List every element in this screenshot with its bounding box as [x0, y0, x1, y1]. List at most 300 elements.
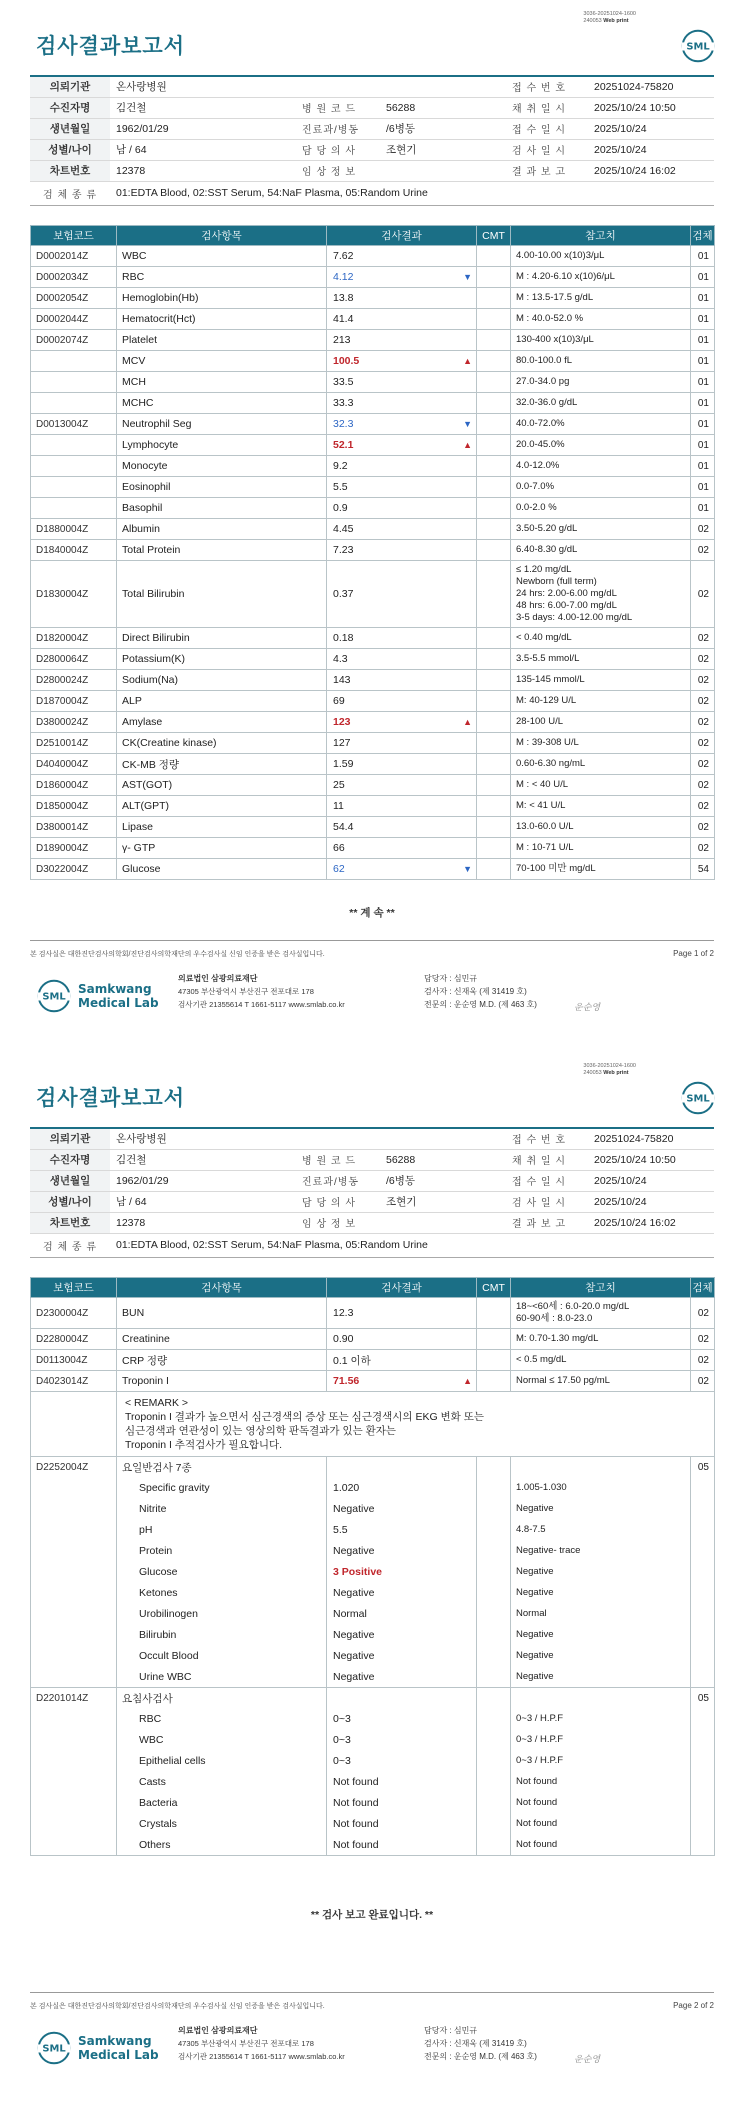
col-header-cmt: CMT: [477, 1278, 511, 1298]
test-specimen: 02: [691, 649, 715, 670]
result-value: 52.1: [333, 439, 354, 451]
table-row: [31, 372, 715, 393]
tested-label: 검 사 일 시: [506, 1191, 588, 1212]
clinical-value: [380, 160, 506, 181]
dob-label: 생년월일: [30, 1170, 110, 1191]
test-ref: 1.005-1.030: [511, 1478, 691, 1499]
test-specimen: 02: [691, 1371, 715, 1392]
test-ref: Normal ≤ 17.50 pg/mL: [511, 1371, 691, 1392]
test-cmt: [477, 1562, 511, 1583]
result-value: 4.45: [333, 523, 354, 535]
test-specimen: 01: [691, 477, 715, 498]
test-specimen: 02: [691, 775, 715, 796]
test-ref: Not found: [511, 1772, 691, 1793]
table-row: [31, 859, 715, 880]
reported-label: 결 과 보 고: [506, 1212, 588, 1233]
requester-label: 의뢰기관: [30, 1128, 110, 1149]
patient-label: 수진자명: [30, 1149, 110, 1170]
test-cmt: [477, 1499, 511, 1520]
test-result: [327, 1350, 477, 1371]
table-row: [31, 414, 715, 435]
test-cmt: [477, 456, 511, 477]
test-result: [327, 498, 477, 519]
table-row: [31, 775, 715, 796]
patient-info-table: [30, 1127, 714, 1258]
test-code: D0002014Z: [31, 246, 117, 267]
result-value: 0~3: [333, 1734, 351, 1746]
footer-cert-note: 본 검사실은 대한진단검사의학회/진단검사의학재단의 우수검사실 신임 인증을 받은 검사실입니다.: [30, 951, 325, 958]
result-value: 7.23: [333, 544, 354, 556]
test-result: [327, 351, 477, 372]
requester-value: 온사랑병원: [110, 76, 506, 97]
test-item: γ- GTP: [117, 838, 327, 859]
table-row: [31, 456, 715, 477]
table-row: [31, 561, 715, 628]
footer-staff: 담당자 : 심민규 검사자 : 신재욱 (제 31419 호) 전문의 : 운순영 M.D. (제 463 호): [424, 974, 537, 1009]
result-value: 33.5: [333, 376, 354, 388]
test-specimen: 01: [691, 435, 715, 456]
footer-staff: 담당자 : 심민규 검사자 : 신재욱 (제 31419 호) 전문의 : 운순영 M.D. (제 463 호): [424, 2026, 537, 2061]
test-result: [327, 330, 477, 351]
test-code: D0002034Z: [31, 267, 117, 288]
test-item: Glucose: [117, 1562, 327, 1583]
test-cmt: [477, 859, 511, 880]
result-value: 213: [333, 334, 351, 346]
sml-footer-logo-icon: [36, 978, 72, 1014]
result-value: 7.62: [333, 250, 354, 262]
test-specimen: 01: [691, 246, 715, 267]
result-value: 5.5: [333, 481, 348, 493]
test-code: D2510014Z: [31, 733, 117, 754]
test-item: Hemoglobin(Hb): [117, 288, 327, 309]
doctor-value: 조현기: [380, 1191, 506, 1212]
table-row: [31, 351, 715, 372]
test-result: [327, 540, 477, 561]
col-header-code: 보험코드: [31, 1278, 117, 1298]
test-result: [327, 477, 477, 498]
table-row: [31, 1329, 715, 1350]
test-result: [327, 754, 477, 775]
test-code: [31, 1604, 117, 1625]
test-specimen: 02: [691, 1350, 715, 1371]
test-result: [327, 859, 477, 880]
test-ref: [511, 1298, 691, 1329]
test-result: [327, 1772, 477, 1793]
test-ref: Negative- trace: [511, 1541, 691, 1562]
test-item: MCHC: [117, 393, 327, 414]
test-ref: 130-400 x(10)3/μL: [511, 330, 691, 351]
page-number: Page 2 of 2: [673, 2001, 714, 2010]
test-ref: Negative: [511, 1499, 691, 1520]
test-item: WBC: [117, 1730, 327, 1751]
test-specimen: 01: [691, 330, 715, 351]
test-result: [327, 1329, 477, 1350]
test-specimen: [691, 1814, 715, 1835]
test-ref: Negative: [511, 1646, 691, 1667]
remark-line: Troponin I 결과가 높으면서 심근경색의 증상 또는 심근경색시의 EKG 변화 또는: [125, 1411, 485, 1423]
col-header-item: 검사항목: [117, 1278, 327, 1298]
result-value: 0.90: [333, 1333, 354, 1345]
test-code: D1830004Z: [31, 561, 117, 628]
col-header-code: 보험코드: [31, 226, 117, 246]
test-code: D0002074Z: [31, 330, 117, 351]
dob-label: 생년월일: [30, 118, 110, 139]
test-item: BUN: [117, 1298, 327, 1329]
test-cmt: [477, 1298, 511, 1329]
test-cmt: [477, 1625, 511, 1646]
test-specimen: 01: [691, 267, 715, 288]
dept-label: 진료과/병동: [296, 1170, 380, 1191]
test-ref: Negative: [511, 1562, 691, 1583]
test-item: ALP: [117, 691, 327, 712]
test-item: Amylase: [117, 712, 327, 733]
doctor-signature: 운순영: [574, 1002, 601, 1012]
test-item: Crystals: [117, 1814, 327, 1835]
table-row: [31, 1371, 715, 1392]
test-cmt: [477, 691, 511, 712]
result-value: 69: [333, 695, 345, 707]
col-header-result: 검사결과: [327, 1278, 477, 1298]
result-value: Negative: [333, 1671, 375, 1683]
test-specimen: 01: [691, 414, 715, 435]
page-number: Page 1 of 2: [673, 949, 714, 958]
test-code: [31, 1499, 117, 1520]
test-code: D2252004Z: [31, 1457, 117, 1478]
test-code: D3022004Z: [31, 859, 117, 880]
test-cmt: [477, 796, 511, 817]
test-specimen: 01: [691, 498, 715, 519]
table-row: [31, 670, 715, 691]
doctor-value: 조현기: [380, 139, 506, 160]
test-code: [31, 351, 117, 372]
test-specimen: [691, 1520, 715, 1541]
test-item: Neutrophil Seg: [117, 414, 327, 435]
hospital-code-label: 병 원 코 드: [296, 97, 380, 118]
test-item: AST(GOT): [117, 775, 327, 796]
hospital-code-value: 56288: [380, 1149, 506, 1170]
result-value: 123: [333, 716, 351, 728]
result-value: Negative: [333, 1503, 375, 1515]
result-value: Negative: [333, 1587, 375, 1599]
test-code: [31, 1625, 117, 1646]
test-item: RBC: [117, 1709, 327, 1730]
test-cmt: [477, 288, 511, 309]
group-header-row: [31, 1457, 715, 1478]
patient-label: 수진자명: [30, 97, 110, 118]
test-item: RBC: [117, 267, 327, 288]
clinical-value: [380, 1212, 506, 1233]
dob-value: 1962/01/29: [110, 118, 296, 139]
table-row: [31, 1520, 715, 1541]
test-ref: 13.0-60.0 U/L: [511, 817, 691, 838]
test-code: D1860004Z: [31, 775, 117, 796]
test-code: D0113004Z: [31, 1350, 117, 1371]
test-code: D1820004Z: [31, 628, 117, 649]
test-ref: Not found: [511, 1814, 691, 1835]
svg-text:SML: SML: [686, 1093, 710, 1105]
test-specimen: [691, 1478, 715, 1499]
test-cmt: [477, 775, 511, 796]
test-ref: Negative: [511, 1667, 691, 1688]
result-value: 9.2: [333, 460, 348, 472]
test-result: [327, 1793, 477, 1814]
page-title: 검사결과보고서: [36, 34, 186, 58]
test-result: [327, 309, 477, 330]
chart-value: 12378: [110, 160, 296, 181]
test-code: [31, 1835, 117, 1856]
low-flag-icon: ▼: [463, 272, 472, 282]
col-header-spec: 검체: [691, 226, 715, 246]
test-code: D0002054Z: [31, 288, 117, 309]
test-specimen: 02: [691, 838, 715, 859]
test-cmt: [477, 1457, 511, 1478]
page-title: 검사결과보고서: [36, 1086, 186, 1110]
table-row: [31, 1709, 715, 1730]
test-item: Total Bilirubin: [117, 561, 327, 628]
test-cmt: [477, 519, 511, 540]
test-result: [327, 393, 477, 414]
test-result: [327, 1583, 477, 1604]
table-row: [31, 628, 715, 649]
test-cmt: [477, 1730, 511, 1751]
test-specimen: 02: [691, 628, 715, 649]
col-header-cmt: CMT: [477, 226, 511, 246]
sex-age-label: 성별/나이: [30, 139, 110, 160]
test-item: Glucose: [117, 859, 327, 880]
footer-corp-info: 의료법인 삼광의료재단 47305 부산광역시 부산진구 전포대로 178 검사기관 21355614 T 1661-5117 www.smlab.co.kr: [178, 2026, 345, 2061]
result-value: Negative: [333, 1545, 375, 1557]
result-value: 12.3: [333, 1307, 354, 1319]
test-specimen: [691, 1793, 715, 1814]
test-specimen: [691, 1604, 715, 1625]
result-value: 11: [333, 800, 344, 812]
ref-line: ≤ 1.20 mg/dL: [516, 564, 572, 575]
test-specimen: 02: [691, 670, 715, 691]
test-code: [31, 1667, 117, 1688]
test-code: D2800064Z: [31, 649, 117, 670]
clinical-label: 임 상 정 보: [296, 160, 380, 181]
specimen-label: 검 체 종 류: [30, 1233, 110, 1257]
test-ref: M : 4.20-6.10 x(10)6/μL: [511, 267, 691, 288]
patient-value: 김건철: [110, 97, 296, 118]
test-cmt: [477, 1646, 511, 1667]
test-result: [327, 775, 477, 796]
test-code: [31, 1751, 117, 1772]
test-specimen: 01: [691, 351, 715, 372]
test-ref: 3.50-5.20 g/dL: [511, 519, 691, 540]
collected-label: 채 취 일 시: [506, 97, 588, 118]
test-code: D2800024Z: [31, 670, 117, 691]
test-ref: M : 10-71 U/L: [511, 838, 691, 859]
test-cmt: [477, 1814, 511, 1835]
result-value: 100.5: [333, 355, 360, 367]
test-code: [31, 1541, 117, 1562]
test-specimen: 02: [691, 1329, 715, 1350]
test-item: Hematocrit(Hct): [117, 309, 327, 330]
footer-divider: [30, 1992, 714, 1993]
test-cmt: [477, 712, 511, 733]
doctor-signature: 운순영: [574, 2054, 601, 2064]
tested-value: 2025/10/24: [588, 139, 714, 160]
test-item: CK(Creatine kinase): [117, 733, 327, 754]
test-code: [31, 456, 117, 477]
test-specimen: 02: [691, 817, 715, 838]
test-result: [327, 435, 477, 456]
test-specimen: [691, 1835, 715, 1856]
test-item: Eosinophil: [117, 477, 327, 498]
test-ref: 0~3 / H.P.F: [511, 1709, 691, 1730]
test-item: WBC: [117, 246, 327, 267]
test-specimen: 01: [691, 309, 715, 330]
test-specimen: [691, 1772, 715, 1793]
test-item: pH: [117, 1520, 327, 1541]
test-result: [327, 1646, 477, 1667]
specimen-label: 검 체 종 류: [30, 181, 110, 205]
result-value: 5.5: [333, 1524, 348, 1536]
test-result: [327, 712, 477, 733]
table-row: [31, 498, 715, 519]
test-code: D1840004Z: [31, 540, 117, 561]
patient-value: 김건철: [110, 1149, 296, 1170]
test-result: [327, 561, 477, 628]
test-code: [31, 1520, 117, 1541]
table-row: [31, 733, 715, 754]
table-row: [31, 838, 715, 859]
test-cmt: [477, 435, 511, 456]
table-row: [31, 1646, 715, 1667]
test-cmt: [477, 670, 511, 691]
table-row: [31, 246, 715, 267]
test-item: Epithelial cells: [117, 1751, 327, 1772]
test-specimen: 05: [691, 1457, 715, 1478]
table-row: [31, 1478, 715, 1499]
test-specimen: [691, 1730, 715, 1751]
remark-row: [31, 1392, 715, 1457]
test-cmt: [477, 817, 511, 838]
test-result: [327, 838, 477, 859]
table-row: [31, 1583, 715, 1604]
test-cmt: [477, 330, 511, 351]
test-ref: Negative: [511, 1583, 691, 1604]
tested-label: 검 사 일 시: [506, 139, 588, 160]
test-cmt: [477, 1709, 511, 1730]
test-code: [31, 1562, 117, 1583]
test-ref: M: < 41 U/L: [511, 796, 691, 817]
receipt-no-value: 20251024-75820: [588, 1128, 714, 1149]
test-cmt: [477, 414, 511, 435]
result-value: 143: [333, 674, 351, 686]
result-value: 0~3: [333, 1713, 351, 1725]
result-value: 13.8: [333, 292, 354, 304]
test-result: [327, 456, 477, 477]
test-specimen: 02: [691, 796, 715, 817]
collected-value: 2025/10/24 10:50: [588, 1149, 714, 1170]
test-ref: M : 13.5-17.5 g/dL: [511, 288, 691, 309]
report-page-2: [0, 1052, 744, 2104]
test-item: Protein: [117, 1541, 327, 1562]
test-ref: 0.0-2.0 %: [511, 498, 691, 519]
test-ref: Normal: [511, 1604, 691, 1625]
test-result: [327, 649, 477, 670]
test-result: [327, 519, 477, 540]
group-header-row: [31, 1688, 715, 1709]
col-header-result: 검사결과: [327, 226, 477, 246]
dob-value: 1962/01/29: [110, 1170, 296, 1191]
test-ref: 28-100 U/L: [511, 712, 691, 733]
high-flag-icon: ▲: [463, 1376, 472, 1386]
print-code: 3036-20251024-1600 240053 Web print: [583, 1063, 636, 1076]
test-item: Specific gravity: [117, 1478, 327, 1499]
test-cmt: [477, 649, 511, 670]
remark-line: < REMARK >: [125, 1397, 189, 1409]
test-cmt: [477, 1751, 511, 1772]
test-cmt: [477, 754, 511, 775]
test-item: Platelet: [117, 330, 327, 351]
test-specimen: [691, 1625, 715, 1646]
col-header-spec: 검체: [691, 1278, 715, 1298]
table-row: [31, 1772, 715, 1793]
test-cmt: [477, 1835, 511, 1856]
test-specimen: 02: [691, 691, 715, 712]
test-cmt: [477, 477, 511, 498]
test-cmt: [477, 267, 511, 288]
test-ref: 40.0-72.0%: [511, 414, 691, 435]
test-result: [327, 1604, 477, 1625]
remark-spacer: [31, 1392, 117, 1457]
test-code: [31, 498, 117, 519]
received-label: 접 수 일 시: [506, 1170, 588, 1191]
result-value: 1.59: [333, 758, 354, 770]
high-flag-icon: ▲: [463, 717, 472, 727]
sml-logo-icon: [680, 28, 716, 64]
result-value: 0.1 이하: [333, 1354, 371, 1367]
test-cmt: [477, 1667, 511, 1688]
doctor-label: 담 당 의 사: [296, 139, 380, 160]
test-cmt: [477, 1350, 511, 1371]
table-row: [31, 1751, 715, 1772]
test-ref: [511, 1688, 691, 1709]
test-result: [327, 267, 477, 288]
table-row: [31, 754, 715, 775]
test-ref: M : 40.0-52.0 %: [511, 309, 691, 330]
test-ref: 27.0-34.0 pg: [511, 372, 691, 393]
test-result: [327, 1814, 477, 1835]
test-item: ALT(GPT): [117, 796, 327, 817]
test-result: [327, 246, 477, 267]
result-value: 0~3: [333, 1755, 351, 1767]
test-ref: M: 40-129 U/L: [511, 691, 691, 712]
test-specimen: 02: [691, 561, 715, 628]
test-item: CRP 정량: [117, 1350, 327, 1371]
test-result: [327, 1499, 477, 1520]
test-item: Nitrite: [117, 1499, 327, 1520]
test-specimen: [691, 1541, 715, 1562]
test-item: Lipase: [117, 817, 327, 838]
test-cmt: [477, 1604, 511, 1625]
test-cmt: [477, 498, 511, 519]
col-header-item: 검사항목: [117, 226, 327, 246]
table-row: [31, 1562, 715, 1583]
test-ref: 70-100 미만 mg/dL: [511, 859, 691, 880]
test-cmt: [477, 1688, 511, 1709]
test-item: Direct Bilirubin: [117, 628, 327, 649]
test-specimen: 02: [691, 733, 715, 754]
group-title: 요침사검사: [117, 1688, 327, 1709]
test-result: [327, 628, 477, 649]
ref-line: 48 hrs: 6.00-7.00 mg/dL: [516, 600, 617, 611]
low-flag-icon: ▼: [463, 419, 472, 429]
clinical-label: 임 상 정 보: [296, 1212, 380, 1233]
